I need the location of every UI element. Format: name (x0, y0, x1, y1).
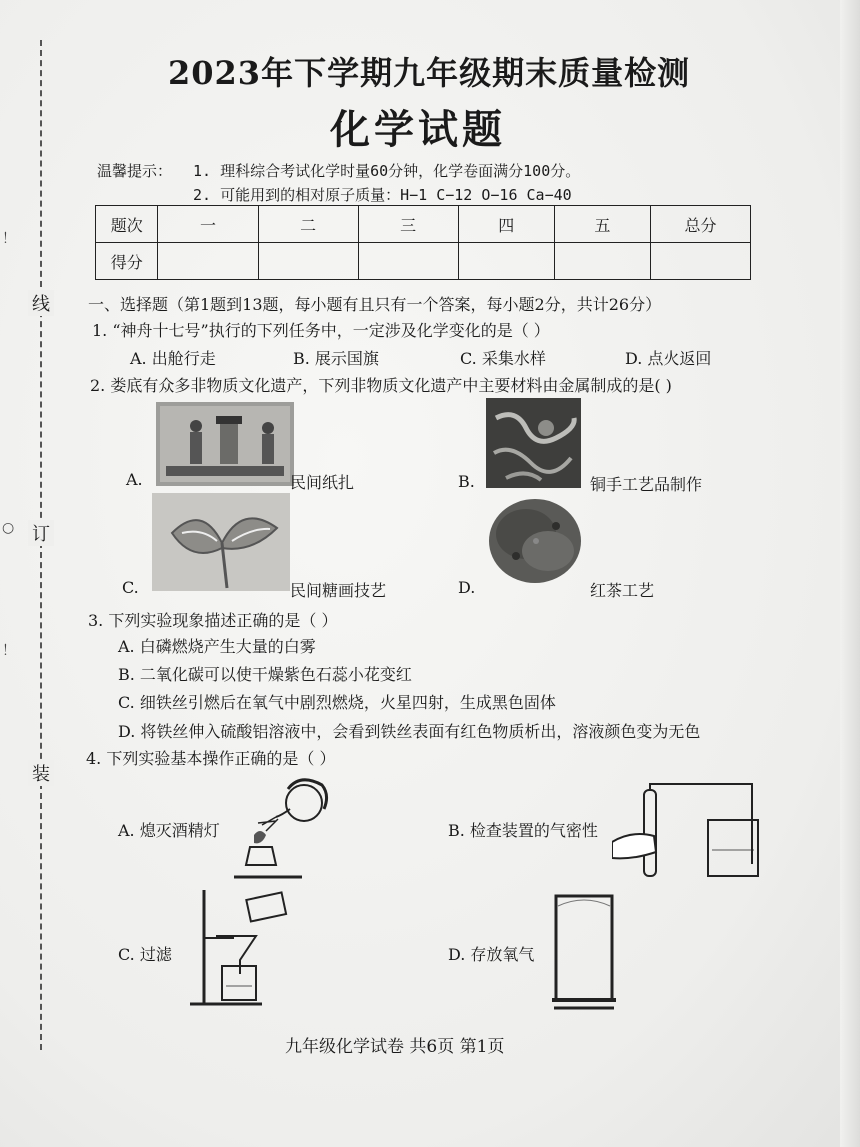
score-input-cell[interactable] (258, 243, 358, 280)
binding-word-staple: 订 (28, 520, 54, 546)
table-cell: 题次 (96, 206, 158, 243)
score-table (95, 205, 751, 280)
sugar-painting-photo (152, 493, 290, 591)
q4-option-d[interactable]: D. 存放氧气 (448, 945, 535, 964)
gas-jar-illustration (552, 892, 616, 1012)
score-input-cell[interactable] (358, 243, 458, 280)
question-1-stem: 1. “神舟十七号”执行的下列任务中，一定涉及化学变化的是（ ） (92, 321, 550, 340)
table-cell: 四 (458, 206, 554, 243)
q4-option-c[interactable]: C. 过滤 (118, 945, 172, 964)
q1-option-b[interactable]: B. 展示国旗 (293, 349, 379, 368)
q1-option-a[interactable]: A. 出舱行走 (130, 349, 216, 368)
page-edge-shadow (840, 0, 860, 1147)
q3-option-a[interactable]: A. 白磷燃烧产生大量的白雾 (118, 637, 316, 656)
score-input-cell[interactable] (650, 243, 750, 280)
q2-option-a-label[interactable]: 民间纸扎 (290, 473, 355, 492)
q2-option-d-label[interactable]: 红茶工艺 (590, 581, 655, 600)
table-cell: 三 (358, 206, 458, 243)
page-footer: 九年级化学试卷 共6页 第1页 (285, 1037, 505, 1057)
paper-craft-photo (156, 402, 294, 486)
copper-craft-photo (486, 398, 581, 488)
binding-word-line: 线 (28, 290, 54, 316)
q1-option-d[interactable]: D. 点火返回 (625, 349, 712, 368)
q3-option-d[interactable]: D. 将铁丝伸入硫酸铝溶液中，会看到铁丝表面有红色物质析出，溶液颜色变为无色 (118, 722, 701, 741)
q2-option-d-letter[interactable]: D. (458, 578, 476, 597)
binding-mark: ！ (2, 231, 16, 247)
extinguish-lamp-illustration (232, 775, 342, 885)
q3-option-b[interactable]: B. 二氧化碳可以使干燥紫色石蕊小花变红 (118, 665, 412, 684)
table-cell: 五 (554, 206, 650, 243)
table-cell: 二 (258, 206, 358, 243)
q3-option-c[interactable]: C. 细铁丝引燃后在氧气中剧烈燃烧，火星四射，生成黑色固体 (118, 693, 556, 712)
airtightness-check-illustration (612, 780, 762, 880)
q1-option-c[interactable]: C. 采集水样 (460, 349, 546, 368)
section-heading: 一、选择题（第1题到13题，每小题有且只有一个答案，每小题2分，共计26分） (88, 295, 662, 314)
score-table-score-row (96, 243, 751, 280)
q2-option-c-label[interactable]: 民间糖画技艺 (290, 581, 387, 600)
tips-line-2: 2. 可能用到的相对原子质量：H−1 C−12 O−16 Ca−40 (193, 186, 572, 204)
score-table-header-row (96, 206, 751, 243)
black-tea-photo (486, 496, 584, 586)
q2-option-c-letter[interactable]: C. (122, 578, 139, 597)
subject-title: 化学试题 (330, 107, 506, 153)
binding-mark: ○ (2, 520, 15, 536)
question-4-stem: 4. 下列实验基本操作正确的是（ ） (86, 749, 336, 768)
table-cell: 总分 (650, 206, 750, 243)
question-3-stem: 3. 下列实验现象描述正确的是（ ） (88, 611, 338, 630)
table-cell: 一 (158, 206, 258, 243)
table-cell: 得分 (96, 243, 158, 280)
question-2-stem: 2. 娄底有众多非物质文化遗产，下列非物质文化遗产中主要材料由金属制成的是( ) (90, 376, 672, 395)
q2-option-b-label[interactable]: 铜手工艺品制作 (590, 475, 703, 494)
q2-option-b-letter[interactable]: B. (458, 472, 475, 491)
q2-option-a-letter[interactable]: A. (126, 470, 143, 489)
filtration-illustration (186, 886, 306, 1010)
score-input-cell[interactable] (554, 243, 650, 280)
tips-label: 温馨提示： (97, 162, 173, 180)
binding-word-bind: 装 (28, 760, 54, 786)
tips-line-1: 1. 理科综合考试化学时量60分钟，化学卷面满分100分。 (193, 162, 581, 180)
binding-mark: ！ (2, 643, 16, 659)
score-input-cell[interactable] (158, 243, 258, 280)
q4-option-b[interactable]: B. 检查装置的气密性 (448, 821, 598, 840)
exam-title: 2023年下学期九年级期末质量检测 (168, 54, 691, 92)
q4-option-a[interactable]: A. 熄灭酒精灯 (118, 821, 220, 840)
score-input-cell[interactable] (458, 243, 554, 280)
